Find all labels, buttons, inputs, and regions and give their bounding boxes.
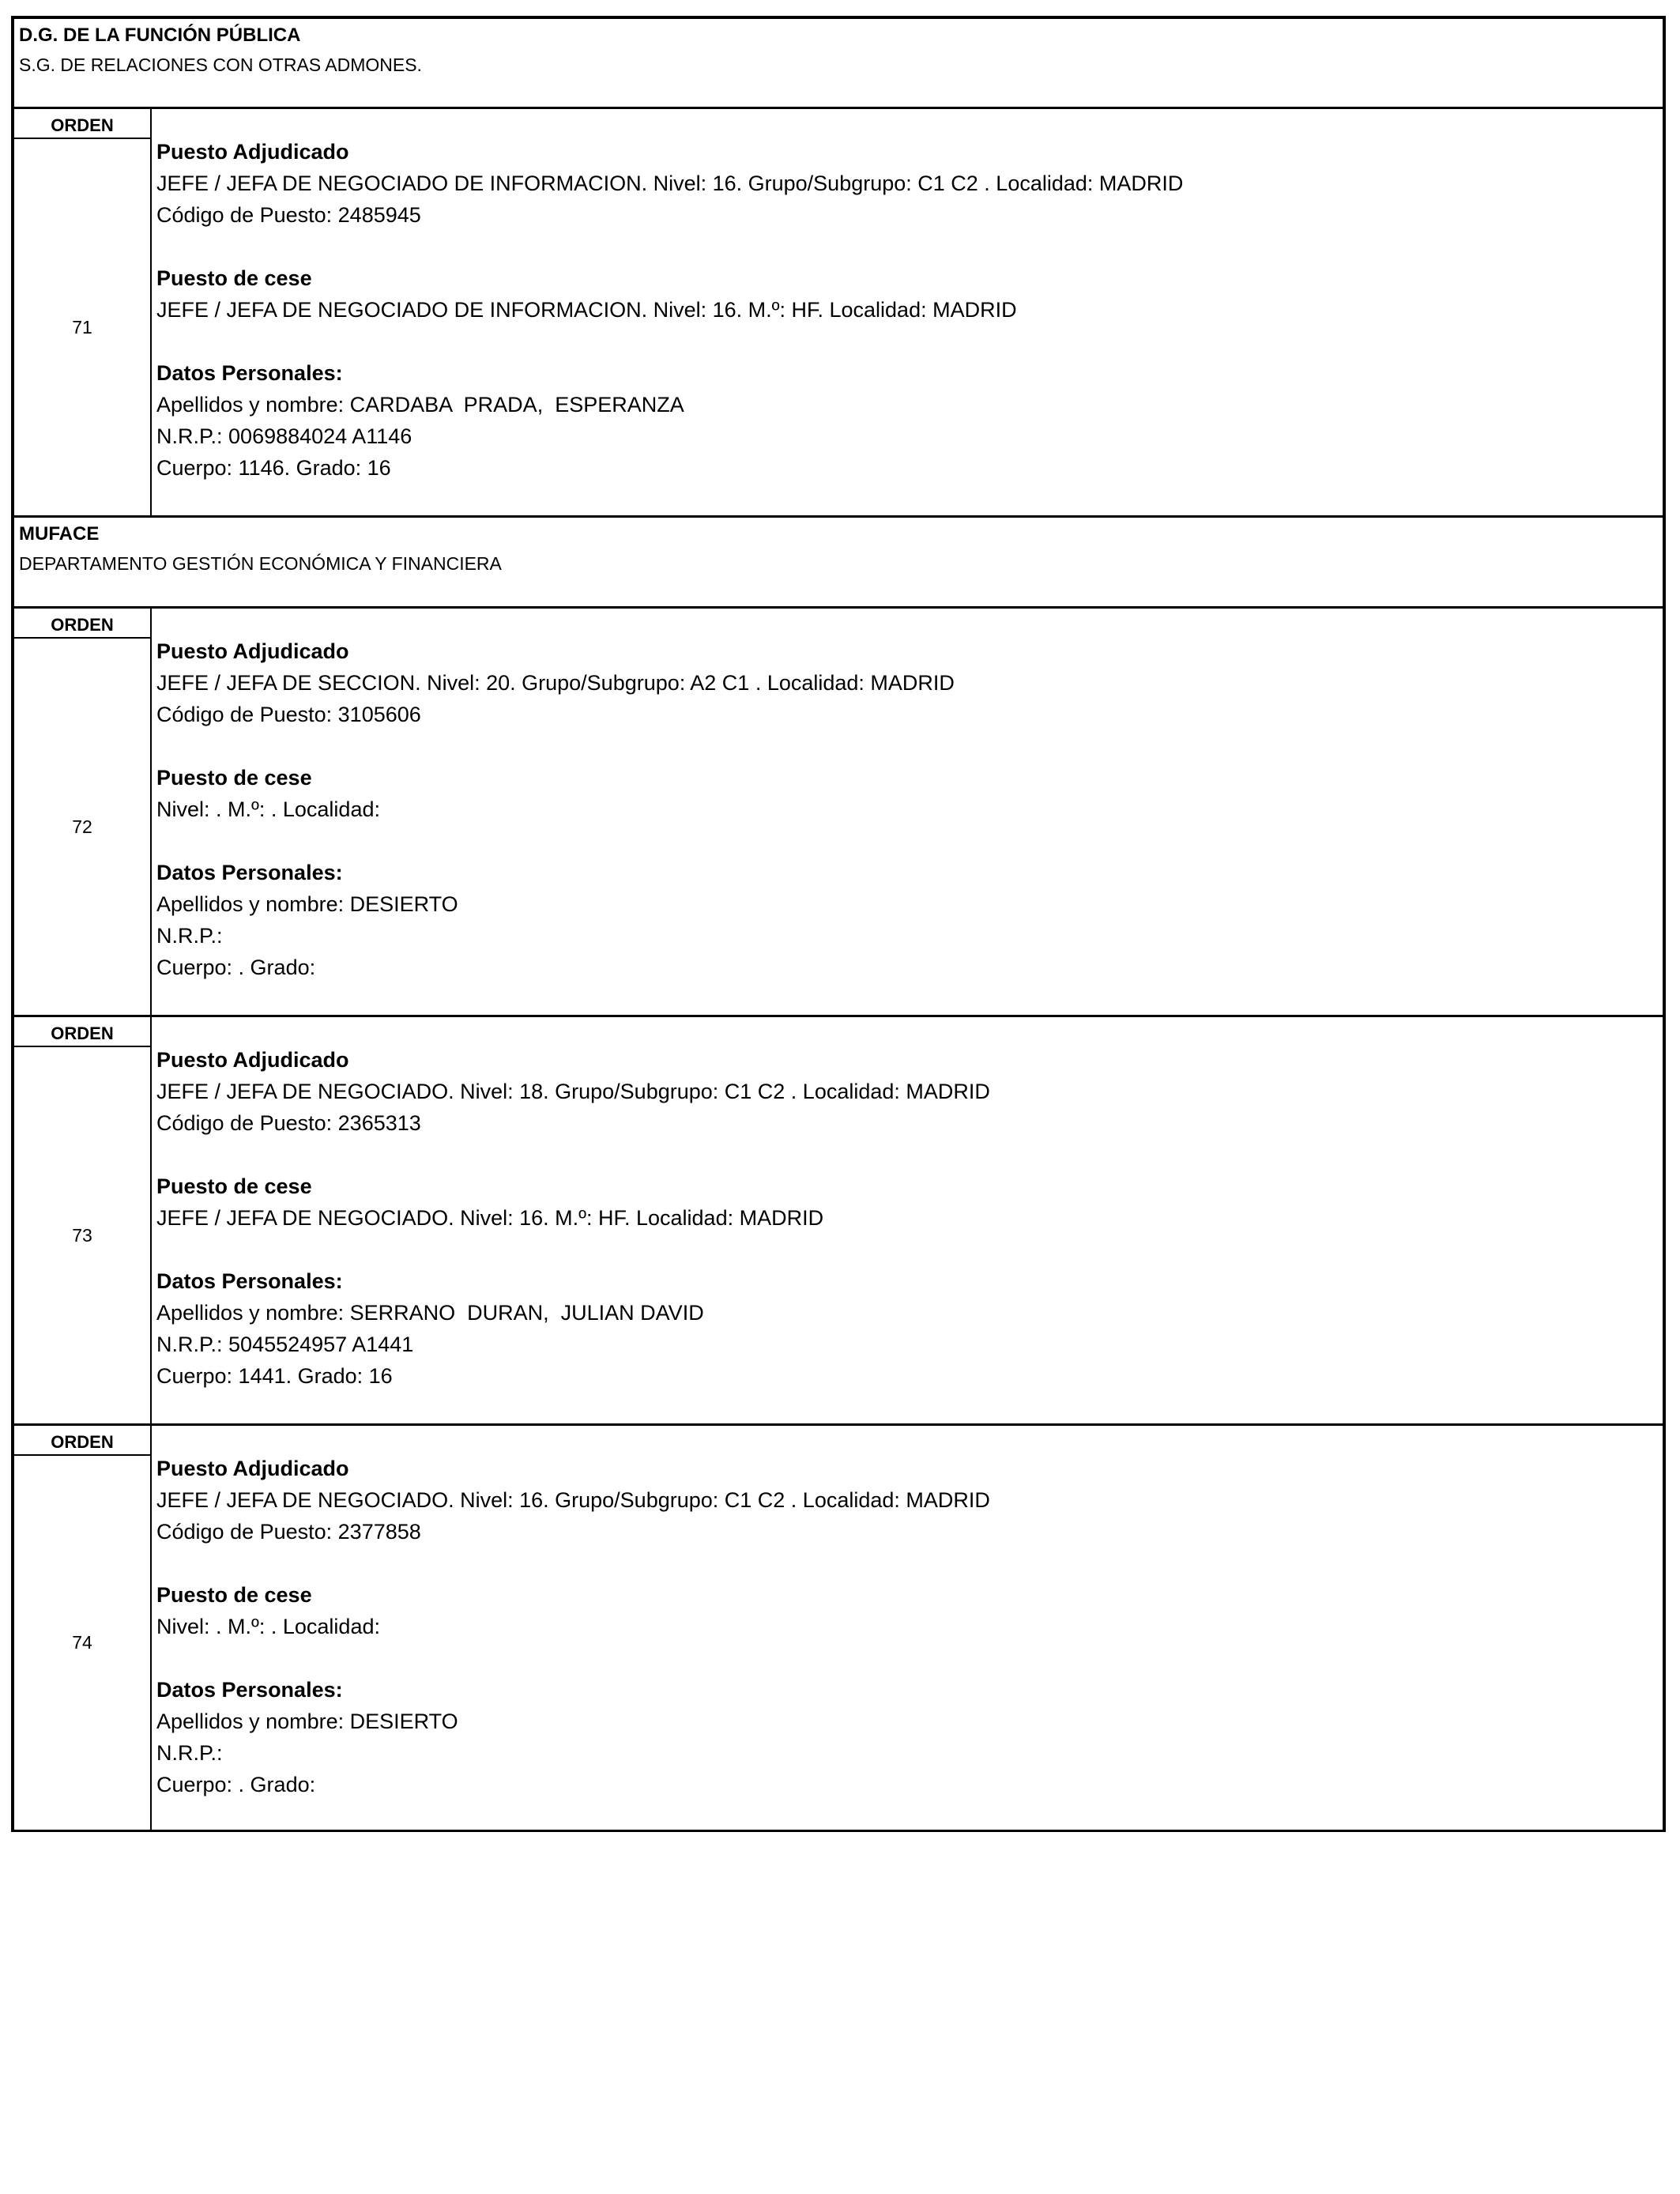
cese-text: JEFE / JEFA DE NEGOCIADO. Nivel: 16. M.º: HF. Localidad: MADRID (156, 1206, 824, 1230)
adjudicado-heading: Puesto Adjudicado (156, 639, 349, 663)
order-column (14, 1017, 152, 1423)
datos-heading: Datos Personales: (156, 861, 343, 884)
order-column (14, 1426, 152, 1830)
codigo-puesto: Código de Puesto: 2365313 (156, 1111, 421, 1135)
entry-row (11, 1423, 1666, 1832)
section-title: MUFACE (19, 523, 100, 545)
entry-details (152, 1017, 1663, 1423)
section-title: D.G. DE LA FUNCIÓN PÚBLICA (19, 25, 301, 46)
section-header (11, 515, 1666, 606)
nombre-text: Apellidos y nombre: CARDABA PRADA, ESPERANZA (156, 393, 684, 417)
cese-heading: Puesto de cese (156, 1583, 312, 1607)
cese-heading: Puesto de cese (156, 1174, 312, 1198)
cuerpo-text: Cuerpo: 1146. Grado: 16 (156, 456, 391, 480)
nrp-text: N.R.P.: 5045524957 A1441 (156, 1333, 414, 1356)
order-number: 72 (72, 816, 92, 837)
section-subtitle: S.G. DE RELACIONES CON OTRAS ADMONES. (19, 55, 422, 75)
entry-row (11, 107, 1666, 515)
resolution-table (11, 16, 1666, 1832)
order-label: ORDEN (14, 109, 150, 139)
nrp-text: N.R.P.: (156, 1741, 223, 1765)
order-number: 71 (72, 316, 92, 337)
adjudicado-heading: Puesto Adjudicado (156, 1048, 349, 1072)
order-column (14, 609, 152, 1015)
entry-details (152, 109, 1663, 515)
adjudicado-text: JEFE / JEFA DE NEGOCIADO DE INFORMACION. Nivel: 16. Grupo/Subgrupo: C1 C2 . Localidad: MADRID (156, 172, 1184, 195)
adjudicado-text: JEFE / JEFA DE NEGOCIADO. Nivel: 18. Grupo/Subgrupo: C1 C2 . Localidad: MADRID (156, 1080, 990, 1103)
nrp-text: N.R.P.: (156, 924, 223, 948)
cuerpo-text: Cuerpo: . Grado: (156, 1773, 316, 1796)
cese-heading: Puesto de cese (156, 266, 312, 290)
adjudicado-heading: Puesto Adjudicado (156, 1457, 349, 1480)
cese-text: Nivel: . M.º: . Localidad: (156, 797, 380, 821)
entry-row (11, 606, 1666, 1015)
order-label: ORDEN (14, 1426, 150, 1456)
nombre-text: Apellidos y nombre: DESIERTO (156, 892, 458, 916)
entry-details (152, 609, 1663, 1015)
order-label: ORDEN (14, 609, 150, 639)
nombre-text: Apellidos y nombre: SERRANO DURAN, JULIAN DAVID (156, 1301, 704, 1325)
entry-details (152, 1426, 1663, 1830)
cuerpo-text: Cuerpo: 1441. Grado: 16 (156, 1364, 393, 1388)
adjudicado-text: JEFE / JEFA DE SECCION. Nivel: 20. Grupo/Subgrupo: A2 C1 . Localidad: MADRID (156, 671, 955, 695)
nombre-text: Apellidos y nombre: DESIERTO (156, 1710, 458, 1733)
datos-heading: Datos Personales: (156, 1269, 343, 1293)
cuerpo-text: Cuerpo: . Grado: (156, 956, 316, 979)
section-header (11, 16, 1666, 107)
datos-heading: Datos Personales: (156, 361, 343, 385)
cese-text: Nivel: . M.º: . Localidad: (156, 1615, 380, 1638)
codigo-puesto: Código de Puesto: 2485945 (156, 203, 421, 227)
section-subtitle: DEPARTAMENTO GESTIÓN ECONÓMICA Y FINANCIERA (19, 553, 502, 574)
entry-row (11, 1015, 1666, 1423)
cese-text: JEFE / JEFA DE NEGOCIADO DE INFORMACION. Nivel: 16. M.º: HF. Localidad: MADRID (156, 298, 1017, 322)
codigo-puesto: Código de Puesto: 3105606 (156, 703, 421, 726)
adjudicado-heading: Puesto Adjudicado (156, 140, 349, 164)
cese-heading: Puesto de cese (156, 766, 312, 790)
order-number: 73 (72, 1224, 92, 1246)
order-number: 74 (72, 1632, 92, 1653)
order-column (14, 109, 152, 515)
nrp-text: N.R.P.: 0069884024 A1146 (156, 424, 412, 448)
order-label: ORDEN (14, 1017, 150, 1047)
adjudicado-text: JEFE / JEFA DE NEGOCIADO. Nivel: 16. Grupo/Subgrupo: C1 C2 . Localidad: MADRID (156, 1488, 990, 1512)
codigo-puesto: Código de Puesto: 2377858 (156, 1520, 421, 1544)
datos-heading: Datos Personales: (156, 1678, 343, 1702)
